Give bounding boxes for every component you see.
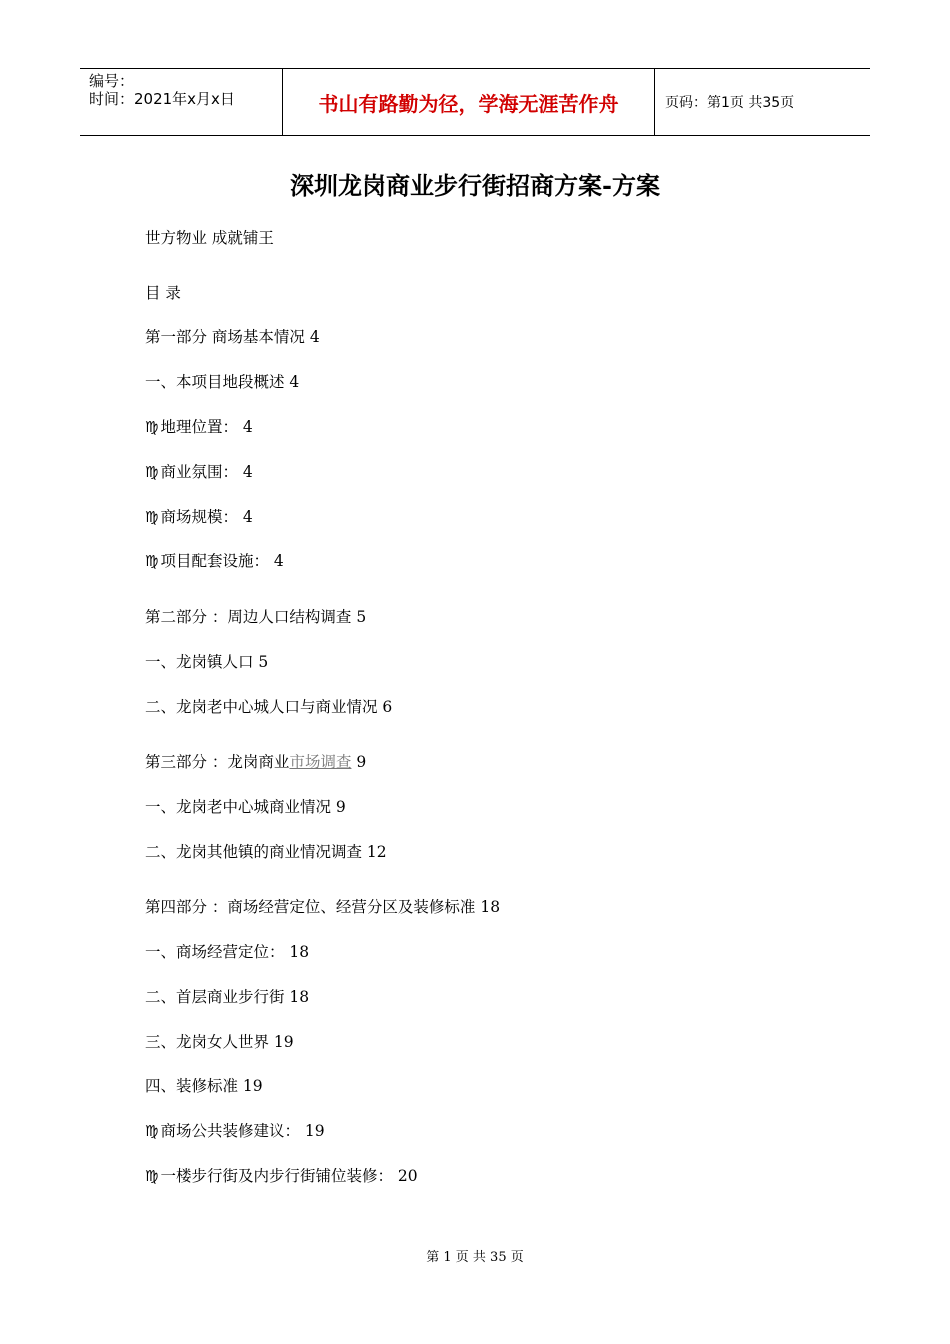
toc-item: 一、本项目地段概述 4 [145, 373, 300, 391]
toc-item: 二、首层商业步行街 18 [145, 988, 310, 1006]
market-survey-link[interactable]: 市场调查 [289, 753, 352, 771]
document-title: 深圳龙岗商业步行街招商方案-方案 [290, 171, 660, 200]
virgo-bullet-icon: ♍ [145, 1122, 159, 1140]
subtitle: 世方物业 成就铺王 [145, 229, 274, 247]
toc-item: 一、龙岗老中心城商业情况 9 [145, 798, 346, 816]
toc-item: 第一部分 商场基本情况 4 [145, 328, 320, 346]
header-meta [80, 69, 282, 135]
toc-item: 三、龙岗女人世界 19 [145, 1033, 294, 1051]
toc-item: ♍ 地理位置： 4 [145, 418, 253, 436]
header-table [80, 68, 870, 136]
virgo-bullet-icon: ♍ [145, 508, 159, 526]
code-label: 编号： [89, 72, 135, 90]
toc-item: 二、龙岗其他镇的商业情况调查 12 [145, 843, 387, 861]
toc-item: ♍ 一楼步行街及内步行街铺位装修： 20 [145, 1167, 418, 1185]
toc-item: 二、龙岗老中心城人口与商业情况 6 [145, 698, 393, 716]
toc-item: ♍ 商场规模： 4 [145, 508, 253, 526]
toc-item: 一、龙岗镇人口 5 [145, 653, 269, 671]
toc-item: ♍ 商场公共装修建议： 19 [145, 1122, 325, 1140]
toc-item: 四、装修标准 19 [145, 1077, 263, 1095]
page-footer: 第 1 页 共 35 页 [426, 1250, 524, 1265]
toc-heading: 目 录 [145, 284, 181, 302]
header-motto: 书山有路勤为径，学海无涯苦作舟 [282, 69, 655, 135]
toc-item: ♍ 商业氛围： 4 [145, 463, 253, 481]
header-page-info: 页码：第1页 共35页 [665, 95, 795, 111]
virgo-bullet-icon: ♍ [145, 1167, 159, 1185]
toc-item: 第二部分 ：周边人口结构调查 5 [145, 608, 367, 626]
toc-item: 第三部分 ：龙岗商业市场调查 9 [145, 753, 367, 771]
virgo-bullet-icon: ♍ [145, 552, 159, 570]
toc-item: 一、商场经营定位： 18 [145, 943, 310, 961]
toc-item: 第四部分 ：商场经营定位、经营分区及装修标准 18 [145, 898, 501, 916]
toc-item: ♍ 项目配套设施： 4 [145, 552, 284, 570]
time-label: 时间：2021年x月x日 [89, 90, 235, 108]
virgo-bullet-icon: ♍ [145, 418, 159, 436]
virgo-bullet-icon: ♍ [145, 463, 159, 481]
